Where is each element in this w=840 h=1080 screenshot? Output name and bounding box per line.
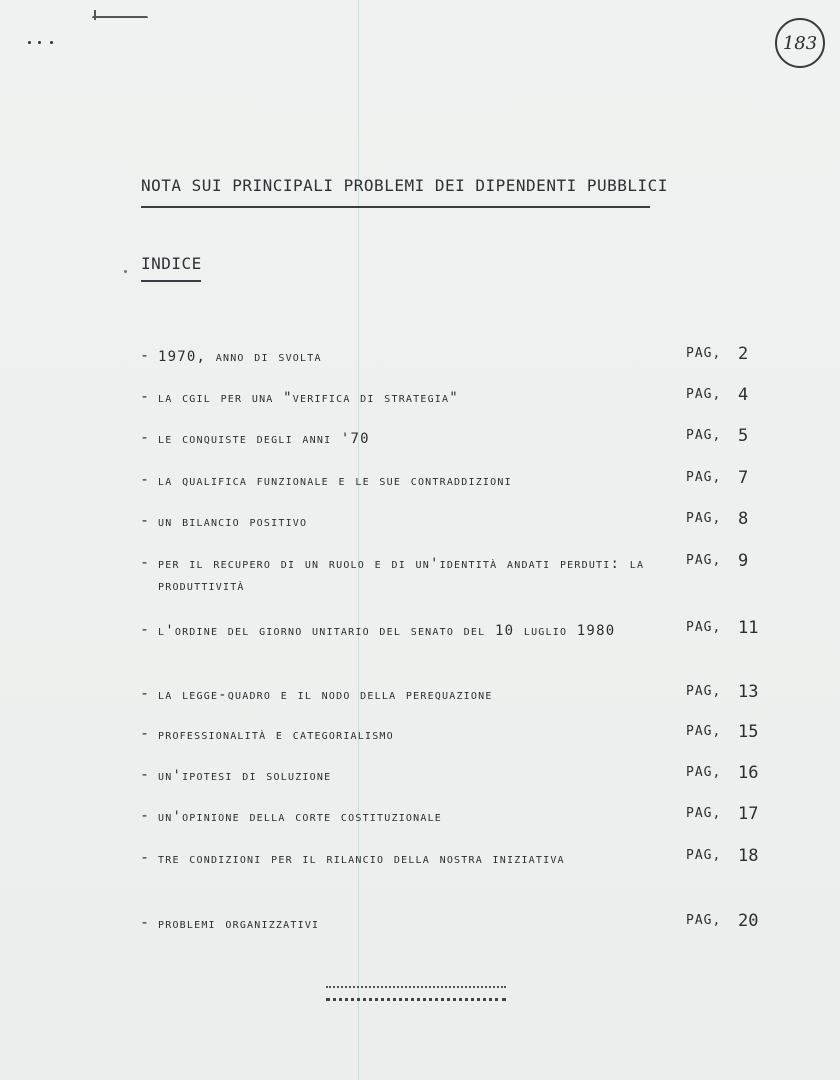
entry-dash: - bbox=[140, 620, 150, 638]
entry-title: tre condizioni per il rilancio della nostra iniziativa bbox=[158, 851, 565, 867]
entry-dash: - bbox=[140, 387, 150, 405]
entry-page-number: 13 bbox=[738, 682, 759, 702]
pag-label: PAG, bbox=[686, 806, 722, 821]
entry-title: per il recupero di un ruolo e di un'identità andati perduti: la produttività bbox=[158, 556, 645, 594]
entry-dash: - bbox=[140, 913, 150, 931]
entry-dash: - bbox=[140, 765, 150, 783]
entry-page-number: 20 bbox=[738, 911, 759, 931]
entry-dash: - bbox=[140, 848, 150, 866]
entry-dash: - bbox=[140, 428, 150, 446]
entry-dash: - bbox=[140, 346, 150, 364]
pag-label: PAG, bbox=[686, 684, 722, 699]
entry-title: un'opinione della corte costituzionale bbox=[158, 809, 443, 825]
entry-title: un'ipotesi di soluzione bbox=[158, 768, 332, 784]
ink-dots bbox=[28, 41, 54, 45]
entry-page-number: 2 bbox=[738, 344, 749, 364]
entry-page-number: 17 bbox=[738, 804, 759, 824]
entry-title: la cgil per una "verifica di strategia" bbox=[158, 390, 459, 406]
entry-page-number: 9 bbox=[738, 551, 749, 571]
pag-label: PAG, bbox=[686, 387, 722, 402]
entry-title: un bilancio positivo bbox=[158, 514, 308, 530]
entry-title: la legge-quadro e il nodo della perequazione bbox=[158, 687, 493, 703]
entry-title: la qualifica funzionale e le sue contraddizioni bbox=[158, 473, 512, 489]
entry-title: problemi organizzativi bbox=[158, 916, 320, 932]
pag-label: PAG, bbox=[686, 848, 722, 863]
document-title: NOTA SUI PRINCIPALI PROBLEMI DEI DIPENDENTI PUBBLICI bbox=[141, 176, 668, 195]
pag-label: PAG, bbox=[686, 470, 722, 485]
entry-page-number: 7 bbox=[738, 468, 749, 488]
index-underline bbox=[141, 280, 201, 282]
entry-dash: - bbox=[140, 724, 150, 742]
pag-label: PAG, bbox=[686, 913, 722, 928]
entry-page-number: 8 bbox=[738, 509, 749, 529]
pag-label: PAG, bbox=[686, 724, 722, 739]
entry-page-number: 4 bbox=[738, 385, 749, 405]
pag-label: PAG, bbox=[686, 620, 722, 635]
index-heading: INDICE bbox=[141, 254, 202, 273]
entry-page-number: 18 bbox=[738, 846, 759, 866]
dotted-rule bbox=[326, 990, 506, 1001]
entry-title: l'ordine del giorno unitario del senato del 10 luglio 1980 bbox=[158, 623, 616, 639]
title-underline bbox=[141, 206, 650, 208]
page-number-stamp: 183 bbox=[775, 18, 825, 68]
entry-title: le conquiste degli anni '70 bbox=[158, 431, 370, 447]
entry-dash: - bbox=[140, 684, 150, 702]
pag-label: PAG, bbox=[686, 765, 722, 780]
pag-label: PAG, bbox=[686, 511, 722, 526]
entry-dash: - bbox=[140, 470, 150, 488]
entry-page-number: 11 bbox=[738, 618, 759, 638]
entry-dash: - bbox=[140, 806, 150, 824]
entry-page-number: 5 bbox=[738, 426, 749, 446]
pen-mark bbox=[92, 16, 148, 21]
entry-page-number: 16 bbox=[738, 763, 759, 783]
entry-page-number: 15 bbox=[738, 722, 759, 742]
entry-title: professionalità e categorialismo bbox=[158, 727, 394, 743]
pag-label: PAG, bbox=[686, 553, 722, 568]
entry-dash: - bbox=[140, 511, 150, 529]
entry-title: 1970, anno di svolta bbox=[158, 349, 322, 365]
pag-label: PAG, bbox=[686, 346, 722, 361]
ink-dot bbox=[124, 270, 127, 273]
dotted-rule bbox=[326, 978, 506, 988]
entry-dash: - bbox=[140, 553, 150, 571]
pag-label: PAG, bbox=[686, 428, 722, 443]
